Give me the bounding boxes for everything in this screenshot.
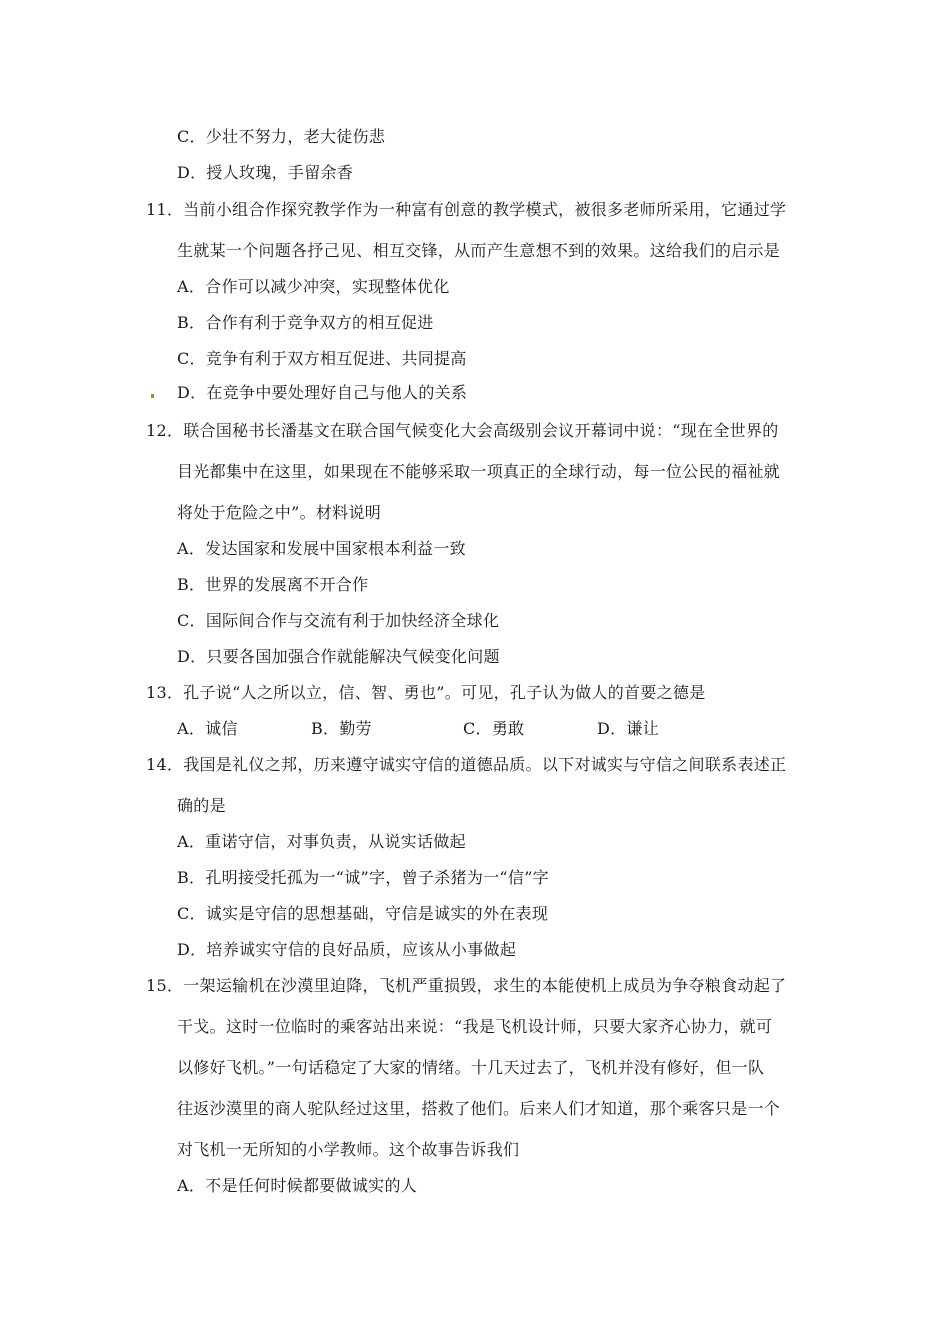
q10-option-c: C．少壮不努力，老大徒伤悲 (177, 127, 386, 146)
q12-option-d: D．只要各国加强合作就能解决气候变化问题 (177, 647, 500, 666)
q11-option-b: B．合作有利于竞争双方的相互促进 (177, 313, 434, 332)
q12-option-a: A．发达国家和发展中国家根本利益一致 (177, 539, 466, 558)
q15-stem-line-3: 以修好飞机。”一句话稳定了大家的情绪。十几天过去了，飞机并没有修好，但一队 (177, 1058, 765, 1077)
q11-stem-line-1: 11．当前小组合作探究教学作为一种富有创意的教学模式，被很多老师所采用，它通过学 (146, 200, 787, 219)
q13-option-b: B．勤劳 (311, 719, 372, 738)
q14-option-c: C．诚实是守信的思想基础，守信是诚实的外在表现 (177, 904, 549, 923)
q15-stem-line-5: 对飞机一无所知的小学教师。这个故事告诉我们 (177, 1140, 520, 1159)
q13-option-c: C．勇敢 (463, 719, 525, 738)
q14-option-b: B．孔明接受托孤为一“诚”字，曾子杀猪为一“信”字 (177, 868, 549, 887)
q15-stem-line-2: 干戈。这时一位临时的乘客站出来说：“我是飞机设计师，只要大家齐心协力，就可 (177, 1017, 773, 1036)
q11-stem-line-2: 生就某一个问题各抒己见、相互交锋，从而产生意想不到的效果。这给我们的启示是 (177, 241, 781, 260)
q14-option-d: D．培养诚实守信的良好品质，应该从小事做起 (177, 940, 517, 959)
q15-stem-line-1: 15．一架运输机在沙漠里迫降，飞机严重损毁，求生的本能使机上成员为争夺粮食动起了 (146, 976, 787, 995)
q14-stem-line-2: 确的是 (177, 796, 226, 815)
q10-option-d: D．授人玫瑰，手留余香 (177, 163, 354, 182)
q11-option-c: C．竞争有利于双方相互促进、共同提高 (177, 349, 467, 368)
q11-option-a: A．合作可以减少冲突，实现整体优化 (177, 277, 450, 296)
q12-stem-line-3: 将处于危险之中”。材料说明 (177, 503, 382, 522)
q15-stem-line-4: 往返沙漠里的商人驼队经过这里，搭救了他们。后来人们才知道，那个乘客只是一个 (177, 1099, 781, 1118)
q12-stem-line-1: 12．联合国秘书长潘基文在联合国气候变化大会高级别会议开幕词中说：“现在全世界的 (146, 421, 779, 440)
q11-option-d: D．在竞争中要处理好自己与他人的关系 (177, 383, 468, 402)
q13-stem: 13．孔子说“人之所以立，信、智、勇也”。可见，孔子认为做人的首要之德是 (146, 683, 706, 702)
q13-options-row (177, 719, 659, 739)
q14-stem-line-1: 14．我国是礼仪之邦，历来遵守诚实守信的道德品质。以下对诚实与守信之间联系表述正 (146, 755, 787, 774)
q12-option-b: B．世界的发展离不开合作 (177, 575, 369, 594)
q12-option-c: C．国际间合作与交流有利于加快经济全球化 (177, 611, 500, 630)
scan-speck-mark (151, 394, 154, 398)
q14-option-a: A．重诺守信，对事负责，从说实话做起 (177, 832, 466, 851)
q12-stem-line-2: 目光都集中在这里，如果现在不能够采取一项真正的全球行动，每一位公民的福祉就 (177, 462, 781, 481)
q13-option-d: D．谦让 (597, 719, 660, 738)
q15-option-a: A．不是任何时候都要做诚实的人 (177, 1176, 418, 1195)
q13-option-a: A．诚信 (177, 719, 238, 738)
